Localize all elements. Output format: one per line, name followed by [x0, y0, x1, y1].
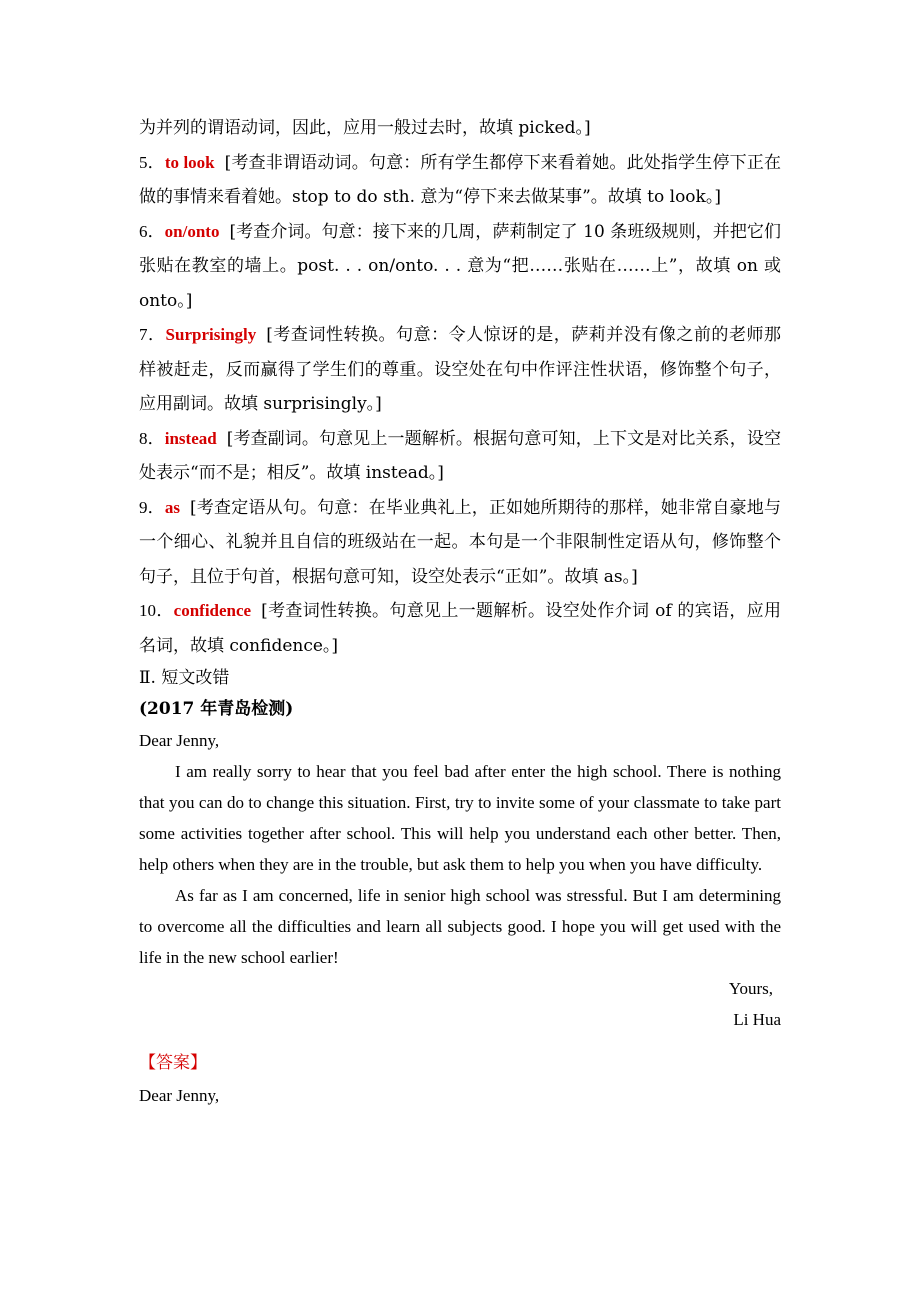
answer-text: to look	[164, 152, 215, 172]
explanation-text: 为并列的谓语动词，因此，应用一般过去时，故填 picked。]	[139, 118, 591, 138]
explanation-text: [考查介词。句意：接下来的几周，萨莉制定了 10 条班级规则，并把它们张贴在教室的墙上。post. . . on/onto. . . 意为“把……张贴在……上”，故填 on 或 onto。]	[139, 221, 781, 311]
letter-signature: Li Hua	[733, 1010, 781, 1029]
explanation-9	[139, 491, 781, 595]
letter-paragraph-1: I am really sorry to hear that you feel bad after enter the high school. There is nothing that you can do to change this situation. First, try to invite some of your classmate to take part some activities together after school. This will help you understand each other better. Then, help others when they are in the trouble, but ask them to help you when you have difficulty.	[139, 762, 781, 874]
explanation-text: [考查词性转换。句意：令人惊讶的是，萨莉并没有像之前的老师那样被赶走，反而赢得了学生们的尊重。设空处在句中作评注性状语，修饰整个句子，应用副词。故填 surprisingly。]	[139, 325, 781, 414]
document-page	[139, 111, 781, 1111]
explanation-text: [考查非谓语动词。句意：所有学生都停下来看着她。此处指学生停下正在做的事情来看着她。stop to do sth. 意为“停下来去做某事”。故填 to look。]	[139, 152, 782, 207]
answer-text: as	[164, 497, 180, 517]
item-number: 10．	[139, 601, 174, 620]
explanation-0	[139, 111, 781, 146]
explanation-8	[139, 422, 781, 491]
explanation-6	[139, 215, 781, 319]
item-number: 6．	[139, 221, 165, 241]
letter-greeting: Dear Jenny,	[139, 731, 220, 750]
explanation-text: [考查定语从句。句意：在毕业典礼上，正如她所期待的那样，她非常自豪地与一个细心、礼貌并且自信的班级站在一起。本句是一个非限制性定语从句，修饰整个句子，且位于句首，根据句意可知，设空处表示“正如”。故填 as。]	[139, 497, 781, 587]
explanation-text: [考查词性转换。句意见上一题解析。设空处作介词 of 的宾语，应用名词，故填 confidence。]	[139, 601, 782, 656]
item-number: 5．	[139, 152, 165, 172]
item-number: 9．	[139, 497, 165, 517]
answer-text: Surprisingly	[165, 325, 257, 344]
explanation-text: [考查副词。句意见上一题解析。根据句意可知，上下文是对比关系，设空处表示“而不是；相反”。故填 instead。]	[139, 428, 781, 483]
explanation-5	[139, 146, 781, 215]
explanation-7	[139, 318, 781, 422]
exercise-source: (2017 年青岛检测)	[139, 699, 294, 719]
answer-text: on/onto	[164, 221, 220, 241]
item-number: 7．	[139, 325, 166, 344]
answer-text: confidence	[173, 601, 252, 620]
item-number: 8．	[139, 428, 165, 448]
letter-paragraph-2: As far as I am concerned, life in senior high school was stressful. But I am determining to overcome all the difficulties and learn all subjects good. I hope you will get used with the life in the new school earlier!	[139, 886, 781, 967]
answer-label: 【答案】	[139, 1053, 207, 1073]
section-title: Ⅱ. 短文改错	[139, 668, 230, 688]
explanation-10	[139, 594, 781, 663]
letter-closing: Yours,	[728, 979, 773, 998]
answer-text: instead	[164, 428, 217, 448]
answer-greeting: Dear Jenny,	[139, 1086, 220, 1105]
